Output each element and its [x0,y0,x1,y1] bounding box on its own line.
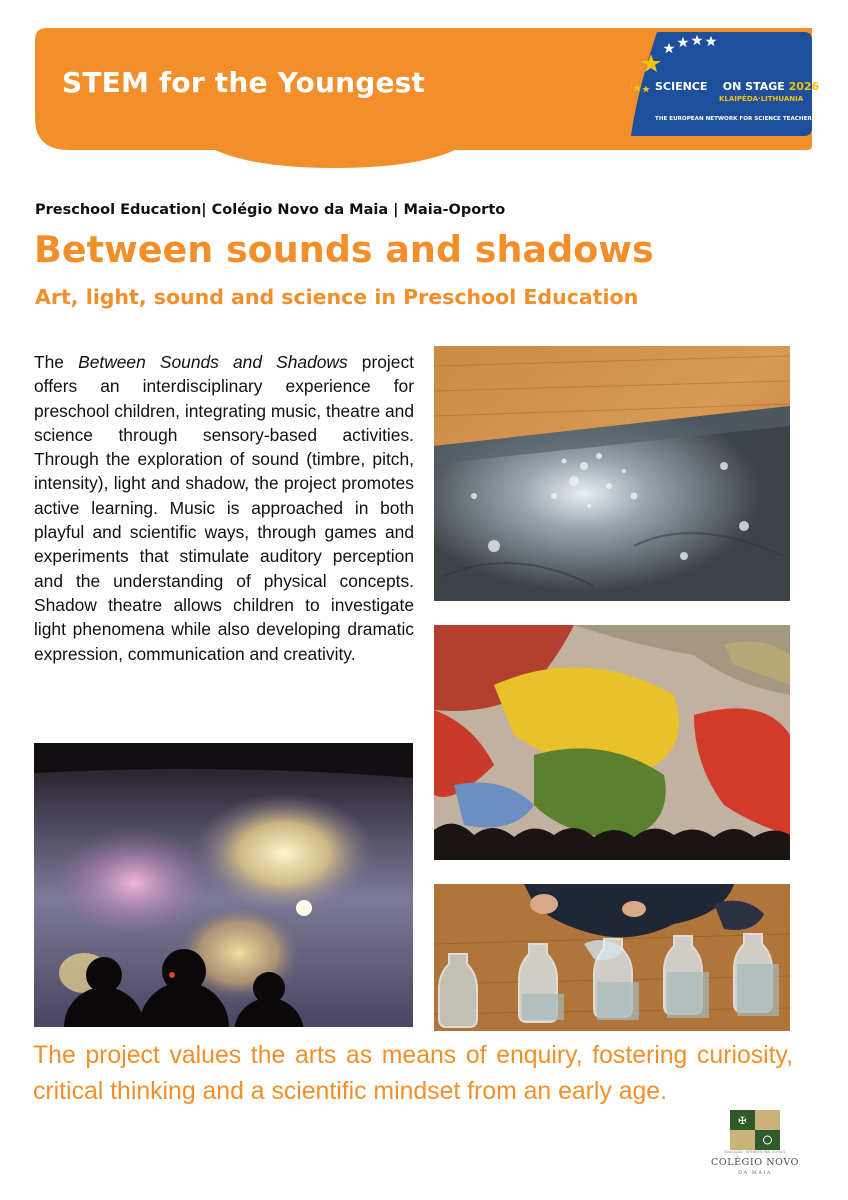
context-line: Preschool Education| Colégio Novo da Maia | Maia-Oporto [35,202,506,218]
header-banner [35,28,820,168]
project-name: Between Sounds and Shadows [78,352,348,372]
logo-line-1: SCIENCE ON STAGE 2026 [655,80,820,93]
school-crest-icon [730,1110,780,1150]
photo-glass-bottles-water [434,884,790,1031]
colegio-novo-logo [700,1108,810,1188]
article-subtitle: Art, light, sound and science in Preschool Education [35,285,639,309]
body-paragraph: The Between Sounds and Shadows project offers an interdisciplinary experience for preschool children, integrating music, theatre and science through sensory-based activities. Through the exploration of sound (timbre, pitch, intensity), light and shadow, the project promotes active learning. Music is approached in both playful and scientific ways, through games and experiments that stimulate auditory perception and the understanding of physical concepts. Shadow theatre allows children to investigate light phenomena while also developing dramatic expression, communication and creativity. [34,352,414,664]
photo-water-on-plastic-sheet [434,346,790,601]
photo-light-projection-screen [34,743,413,1027]
logo-tagline: THE EUROPEAN NETWORK FOR SCIENCE TEACHERS [655,116,816,122]
school-name: COLÉGIO NOVO [710,1157,800,1168]
article-title: Between sounds and shadows [34,228,654,271]
closing-statement: The project values the arts as means of enquiry, fostering curiosity, critical thinking and a scientific mindset from an early age. [33,1042,793,1105]
logo-line-2: KLAIPĖDA·LITHUANIA [719,95,804,103]
school-sub: DA MAIA [737,1170,773,1176]
school-tagline: EDUCAÇÃO · INTERNATIONAL SCHOOL [724,1150,786,1154]
svg-text:✠: ✠ [738,1116,747,1127]
banner-title: STEM for the Youngest [62,66,426,99]
photo-colored-shadow-theatre [434,625,790,860]
science-on-stage-logo [631,32,820,136]
